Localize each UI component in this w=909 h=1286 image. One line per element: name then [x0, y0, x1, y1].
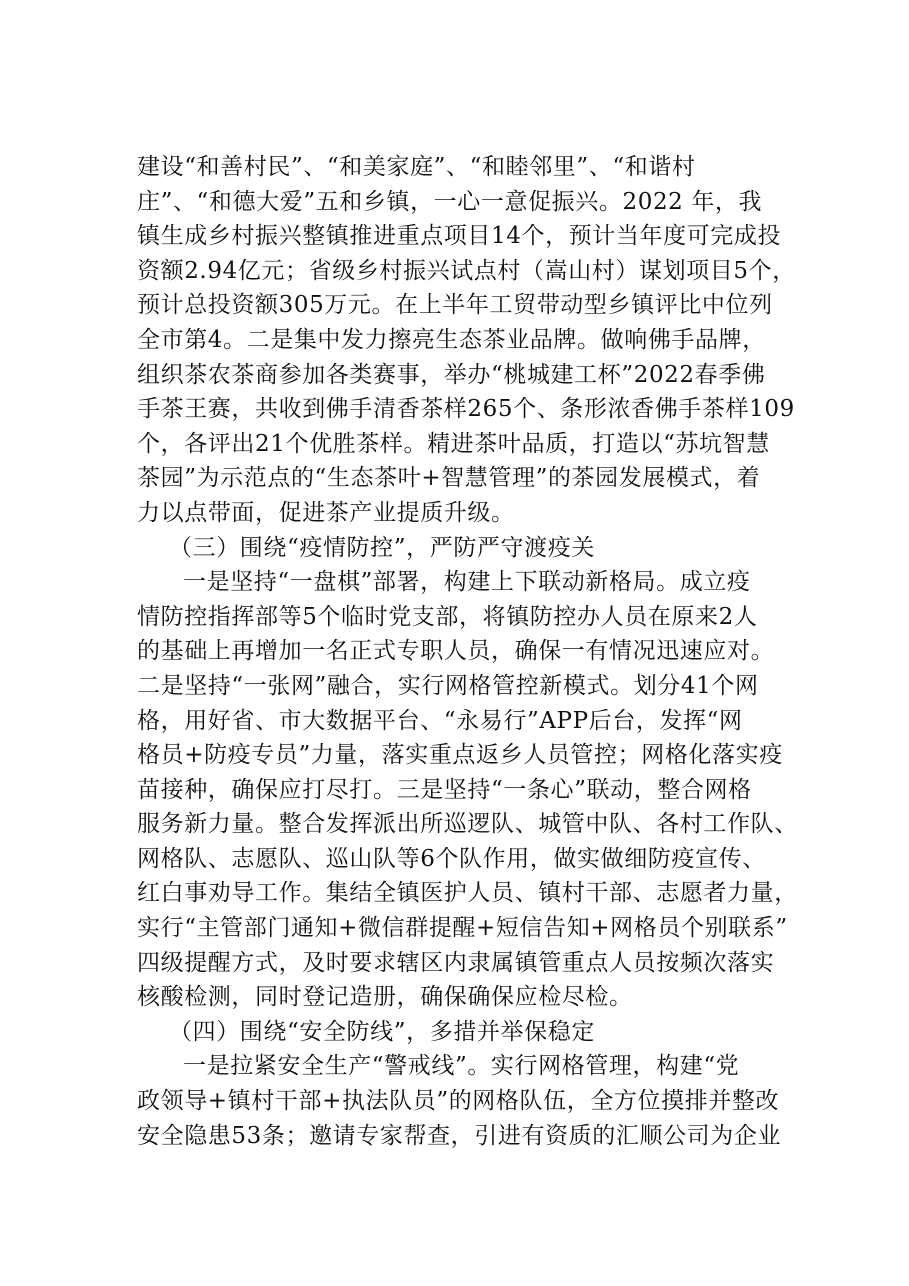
text-line: 二是坚持“一张网”融合，实行网格管控新模式。划分41个网 — [137, 672, 759, 699]
text-line: 的基础上再增加一名正式专职人员，确保一有情况迅速应对。 — [137, 638, 775, 665]
text-line: 茶园”为示范点的“生态茶叶+智慧管理”的茶园发展模式，着 — [137, 465, 761, 492]
text-line: 组织茶农茶商参加各类赛事，举办“桃城建工杯”2022春季佛 — [137, 361, 766, 388]
text-line: 政领导+镇村干部+执法队员”的网格队伍，全方位摸排并整改 — [137, 1088, 780, 1115]
text-line: 个，各评出21个优胜茶样。精进茶叶品质，打造以“苏坑智慧 — [137, 430, 770, 457]
text-line: 镇生成乡村振兴整镇推进重点项目14个，预计当年度可完成投 — [137, 223, 782, 250]
text-line: 四级提醒方式，及时要求辖区内隶属镇管重点人员按频次落实 — [137, 949, 775, 976]
text-line: 全市第4。二是集中发力擦亮生态茶业品牌。做响佛手品牌， — [137, 326, 766, 353]
section-heading: （三）围绕“疫情防控”，严防严守渡疫关 — [169, 534, 595, 561]
text-line: 庄”、“和德大爱”五和乡镇，一心一意促振兴。2022 年，我 — [137, 188, 763, 215]
text-line: 情防控指挥部等5个临时党支部，将镇防控办人员在原来2人 — [137, 603, 758, 630]
text-line: 格员+防疫专员”力量，落实重点返乡人员管控；网格化落实疫 — [137, 742, 783, 769]
document-body — [137, 150, 817, 1153]
section-heading: （四）围绕“安全防线”，多措并举保稳定 — [169, 1018, 595, 1045]
text-line: 红白事劝导工作。集结全镇医护人员、镇村干部、志愿者力量， — [137, 880, 798, 907]
text-line: 资额2.94亿元；省级乡村振兴试点村（嵩山村）谋划项目5个， — [137, 257, 796, 284]
text-line: 安全隐患53条；邀请专家帮查，引进有资质的汇顺公司为企业 — [137, 1122, 782, 1149]
text-line: 建设“和善村民”、“和美家庭”、“和睦邻里”、“和谐村 — [137, 154, 696, 180]
text-line: 一是坚持“一盘棋”部署，构建上下联动新格局。成立疫 — [183, 569, 751, 596]
text-line: 核酸检测，同时登记造册，确保确保应检尽检。 — [137, 984, 633, 1011]
text-line: 服务新力量。整合发挥派出所巡逻队、城管中队、各村工作队、 — [137, 811, 798, 838]
text-line: 苗接种，确保应打尽打。三是坚持“一条心”联动，整合网格 — [137, 776, 752, 803]
text-line: 网格队、志愿队、巡山队等6个队作用，做实做细防疫宣传、 — [137, 845, 766, 872]
text-line: 格，用好省、市大数据平台、“永易行”APP后台，发挥“网 — [137, 707, 743, 734]
text-line: 一是拉紧安全生产“警戒线”。实行网格管理，构建“党 — [183, 1053, 740, 1080]
text-line: 手茶王赛，共收到佛手清香茶样265个、条形浓香佛手茶样109 — [137, 396, 795, 423]
text-line: 预计总投资额305万元。在上半年工贸带动型乡镇评比中位列 — [137, 292, 773, 319]
text-line: 实行“主管部门通知+微信群提醒+短信告知+网格员个别联系” — [137, 915, 788, 942]
text-line: 力以点带面，促进茶产业提质升级。 — [137, 499, 515, 526]
